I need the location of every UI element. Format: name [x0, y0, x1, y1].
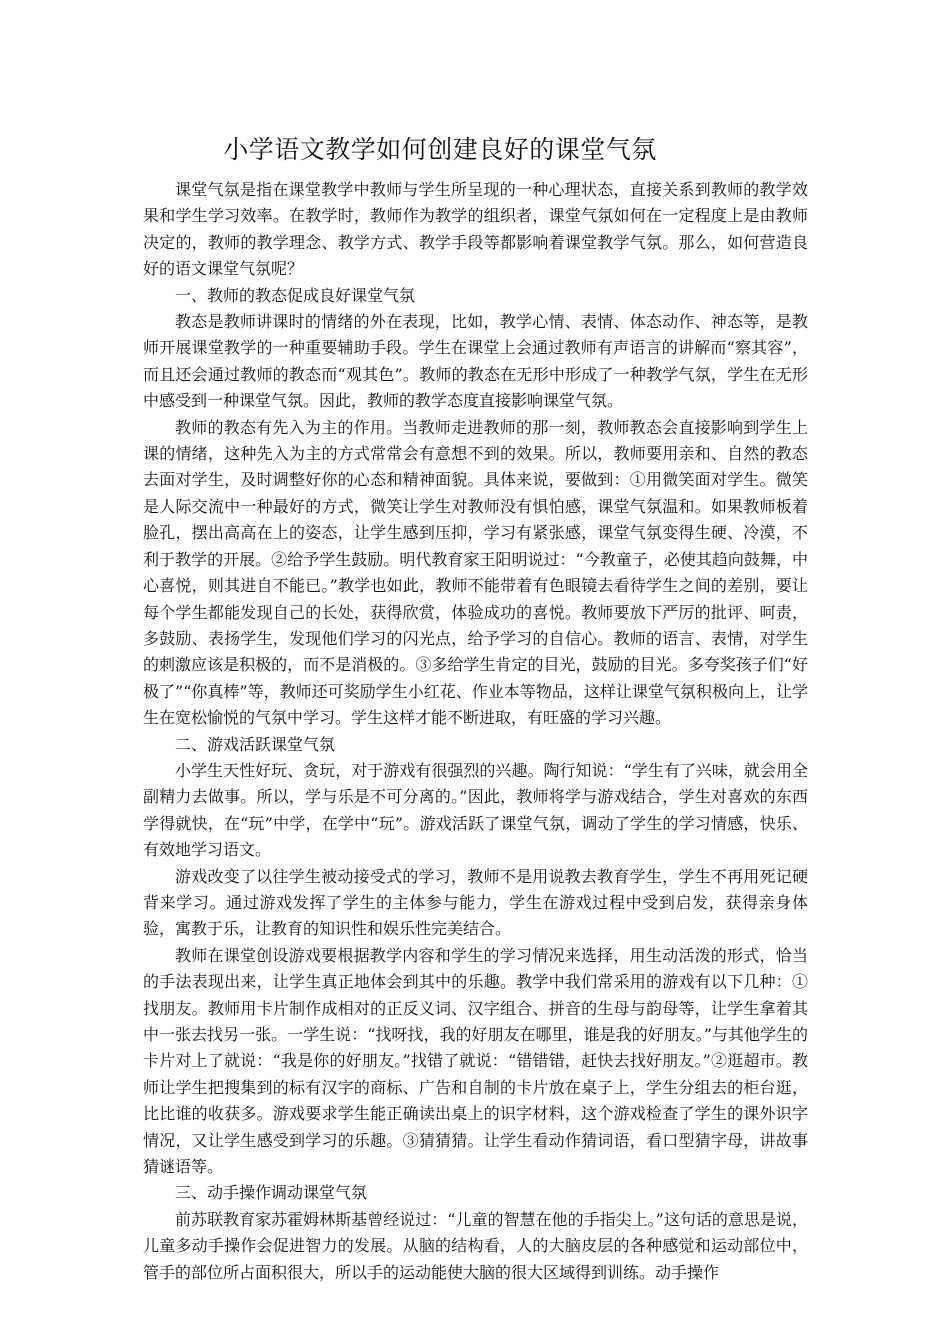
paragraph: 小学生天性好玩、贪玩，对于游戏有很强烈的兴趣。陶行知说：“学生有了兴味，就会用全副精力去做事。所以，学与乐是不可分离的。”因此，教师将学与游戏结合，学生对喜欢的东西学得就快，在“玩”中学，在学中“玩”。游戏活跃了课堂气氛，调动了学生的学习情感，快乐、有效地学习语文。 — [143, 760, 808, 860]
paragraph: 游戏改变了以往学生被动接受式的学习，教师不是用说教去教育学生，学生不再用死记硬背来学习。通过游戏发挥了学生的主体参与能力，学生在游戏过程中受到启发，获得亲身体验，寓教于乐，让教育的知识性和娱乐性完美结合。 — [143, 866, 808, 939]
paragraph: 教态是教师讲课时的情绪的外在表现，比如，教学心情、表情、体态动作、神态等，是教师开展课堂教学的一种重要辅助手段。学生在课堂上会通过教师有声语言的讲解而“察其容”，而且还会通过教师的教态而“观其色”。教师的教态在无形中形成了一种教学气氛，学生在无形中感受到一种课堂气氛。因此，教师的教学态度直接影响课堂气氛。 — [143, 312, 808, 411]
paragraph-intro: 课堂气氛是指在课堂教学中教师与学生所呈现的一种心理状态，直接关系到教师的教学效果和学生学习效率。在教学时，教师作为教学的组织者，课堂气氛如何在一定程度上是由教师决定的，教师的教学理念、教学方式、教学手段等都影响着课堂教学气氛。那么，如何营造良好的语文课堂气氛呢？ — [143, 180, 808, 279]
paragraph: 教师的教态有先入为主的作用。当教师走进教师的那一刻，教师教态会直接影响到学生上课的情绪，这种先入为主的方式常常会有意想不到的效果。所以，教师要用亲和、自然的教态去面对学生，及时调整好你的心态和精神面貌。具体来说，要做到：①用微笑面对学生。微笑是人际交流中一种最好的方式，微笑让学生对教师没有惧怕感，课堂气氛温和。如果教师板着脸孔，摆出高高在上的姿态，让学生感到压抑，学习有紧张感，课堂气氛变得生硬、冷漠，不利于教学的开展。②给予学生鼓励。明代教育家王阳明说过：“今教童子，必使其趋向鼓舞，中心喜悦，则其进自不能已。”教学也如此，教师不能带着有色眼镜去看待学生之间的差别，要让每个学生都能发现自己的长处，获得欣赏，体验成功的喜悦。教师要放下严厉的批评、呵责，多鼓励、表扬学生，发现他们学习的闪光点，给予学习的自信心。教师的语言、表情，对学生的刺激应该是积极的，而不是消极的。③多给学生肯定的目光，鼓励的目光。多夸奖孩子们“好极了”“你真棒”等，教师还可奖励学生小红花、作业本等物品，这样让课堂气氛积极向上，让学生在宽松愉悦的气氛中学习。学生这样才能不断进取，有旺盛的学习兴趣。 — [143, 417, 808, 728]
document-body — [143, 177, 808, 1286]
section-heading-3: 三、动手操作调动课堂气氛 — [175, 1183, 368, 1203]
document-title: 小学语文教学如何创建良好的课堂气氛 — [223, 135, 657, 164]
paragraph: 教师在课堂创设游戏要根据教学内容和学生的学习情况来选择，用生动活泼的形式，恰当的手法表现出来，让学生真正地体会到其中的乐趣。教学中我们常采用的游戏有以下几种：①找朋友。教师用卡片制作成相对的正反义词、汉字组合、拼音的生母与韵母等，让学生拿着其中一张去找另一张。一学生说：“找呀找，我的好朋友在哪里，谁是我的好朋友。”与其他学生的卡片对上了就说：“我是你的好朋友。”找错了就说：“错错错，赶快去找好朋友。”②逛超市。教师让学生把搜集到的标有汉字的商标、广告和自制的卡片放在桌子上，学生分组去的柜台逛，比比谁的收获多。游戏要求学生能正确读出桌上的识字材料，这个游戏检查了学生的课外识字情况，又让学生感受到学习的乐趣。③猜猜猜。让学生看动作猜词语，看口型猜字母，讲故事猜谜语等。 — [143, 945, 808, 1177]
paragraph: 前苏联教育家苏霍姆林斯基曾经说过：“儿童的智慧在他的手指尖上。”这句话的意思是说，儿童多动手操作会促进智力的发展。从脑的结构看，人的大脑皮层的各种感觉和运动部位中，管手的部位所占面积很大，所以手的运动能使大脑的很大区域得到训练。动手操作 — [143, 1209, 808, 1282]
section-heading-1: 一、教师的教态促成良好课堂气氛 — [175, 285, 416, 305]
section-heading-2: 二、游戏活跃课堂气氛 — [175, 734, 336, 754]
